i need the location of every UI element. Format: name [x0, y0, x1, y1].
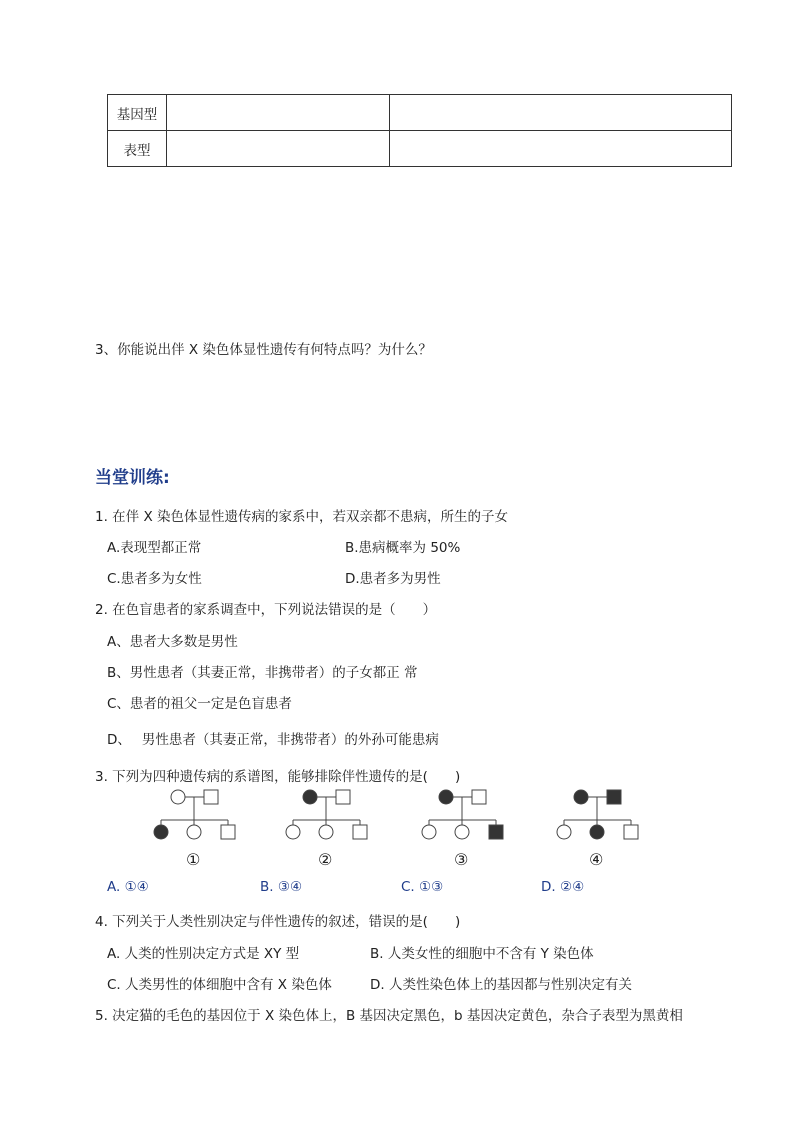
- q3-option-a: A. ①④: [107, 879, 149, 895]
- pedigree-label-2: ②: [318, 850, 333, 869]
- female-affected-icon: [439, 790, 453, 804]
- male-unaffected-icon: [221, 825, 235, 839]
- pedigree-3: [422, 790, 503, 839]
- pedigree-4: [557, 790, 638, 839]
- pedigree-2: [286, 790, 367, 839]
- q4-option-a: A. 人类的性别决定方式是 XY 型: [107, 946, 300, 962]
- q2-stem: 2. 在色盲患者的家系调查中，下列说法错误的是（ ）: [95, 602, 437, 618]
- pedigree-1: [154, 790, 235, 839]
- q4-option-c: C. 人类男性的体细胞中含有 X 染色体: [107, 977, 332, 993]
- q2-option-d: D、 男性患者（其妻正常，非携带者）的外孙可能患病: [107, 732, 439, 748]
- female-unaffected-icon: [171, 790, 185, 804]
- q4-option-b: B. 人类女性的细胞中不含有 Y 染色体: [370, 946, 594, 962]
- q1-option-b: B.患病概率为 50%: [345, 540, 461, 556]
- female-affected-icon: [590, 825, 604, 839]
- female-unaffected-icon: [286, 825, 300, 839]
- female-unaffected-icon: [557, 825, 571, 839]
- male-unaffected-icon: [353, 825, 367, 839]
- row-label-genotype: 基因型: [108, 95, 167, 131]
- q2-option-c: C、患者的祖父一定是色盲患者: [107, 696, 292, 712]
- q3-option-c: C. ①③: [401, 879, 444, 895]
- row-label-phenotype: 表型: [108, 131, 167, 167]
- q2-option-b: B、男性患者（其妻正常，非携带者）的子女都正 常: [107, 665, 418, 681]
- female-unaffected-icon: [187, 825, 201, 839]
- question-xdominant-traits: 3、你能说出伴 X 染色体显性遗传有何特点吗？为什么？: [95, 342, 432, 358]
- female-unaffected-icon: [319, 825, 333, 839]
- male-unaffected-icon: [472, 790, 486, 804]
- q1-stem: 1. 在伴 X 染色体显性遗传病的家系中，若双亲都不患病，所生的子女: [95, 509, 509, 525]
- female-affected-icon: [154, 825, 168, 839]
- female-unaffected-icon: [455, 825, 469, 839]
- male-unaffected-icon: [624, 825, 638, 839]
- pedigree-label-4: ④: [589, 850, 604, 869]
- q1-option-c: C.患者多为女性: [107, 571, 202, 587]
- q3-option-d: D. ②④: [541, 879, 585, 895]
- male-unaffected-icon: [336, 790, 350, 804]
- q1-option-d: D.患者多为男性: [345, 571, 441, 587]
- q1-option-a: A.表现型都正常: [107, 540, 202, 556]
- q4-stem: 4. 下列关于人类性别决定与伴性遗传的叙述，错误的是( ): [95, 914, 461, 930]
- q5-stem: 5. 决定猫的毛色的基因位于 X 染色体上，B 基因决定黑色，b 基因决定黄色，杂合子表型为黑黄相: [95, 1008, 683, 1024]
- q2-option-a: A、患者大多数是男性: [107, 634, 238, 650]
- female-affected-icon: [574, 790, 588, 804]
- female-unaffected-icon: [422, 825, 436, 839]
- q3-option-b: B. ③④: [260, 879, 303, 895]
- female-affected-icon: [303, 790, 317, 804]
- q4-option-d: D. 人类性染色体上的基因都与性别决定有关: [370, 977, 632, 993]
- q3-stem: 3. 下列为四种遗传病的系谱图，能够排除伴性遗传的是( ): [95, 769, 461, 785]
- section-heading: 当堂训练:: [95, 468, 170, 488]
- pedigree-label-3: ③: [454, 850, 469, 869]
- male-unaffected-icon: [204, 790, 218, 804]
- male-affected-icon: [607, 790, 621, 804]
- male-affected-icon: [489, 825, 503, 839]
- pedigree-label-1: ①: [186, 850, 201, 869]
